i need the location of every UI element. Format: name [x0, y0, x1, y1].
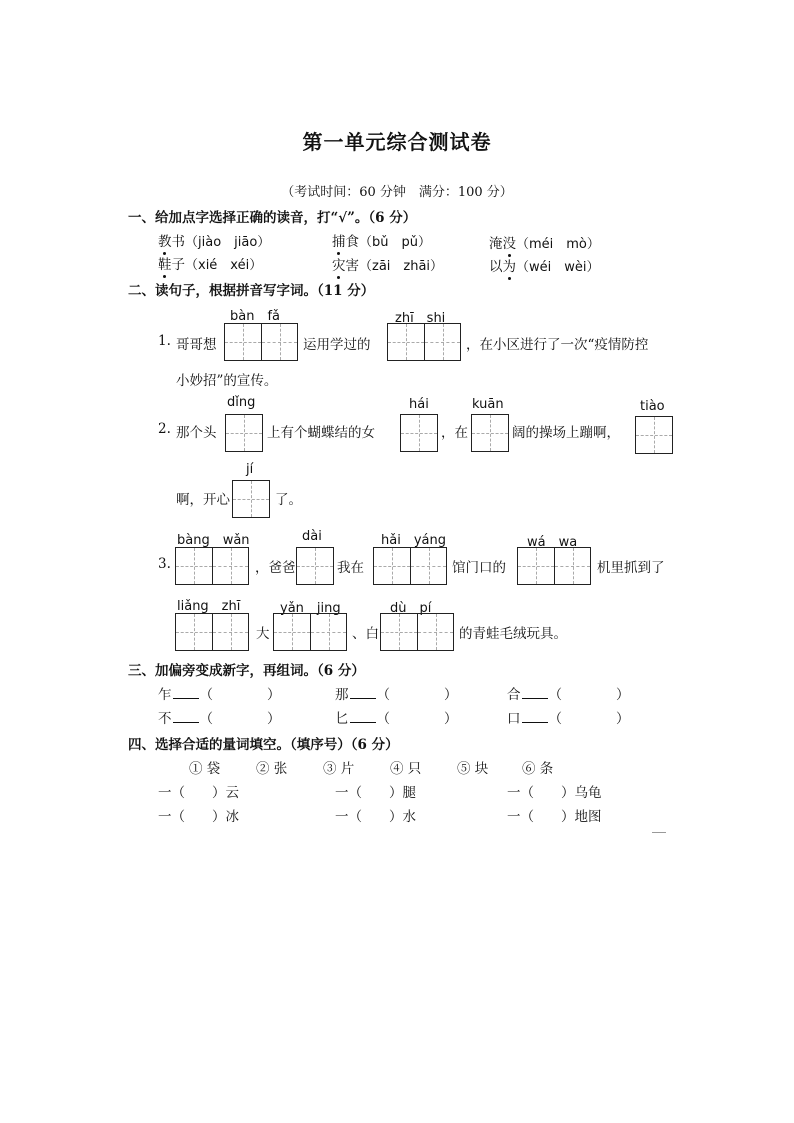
q3-text-5: 大 [256, 626, 270, 642]
q3-grid-7[interactable] [380, 613, 454, 651]
q1-pinyin-1: bàn fǎ [230, 309, 281, 324]
q3-pinyin-2: dài [302, 529, 322, 544]
blank-line[interactable] [522, 698, 548, 699]
q3-grid-1[interactable] [175, 547, 249, 585]
section1-heading: 一、给加点字选择正确的读音，打“√”。（6 分） [128, 210, 417, 226]
q2-pinyin-5: jí [246, 462, 254, 477]
q2-pinyin-4: tiào [640, 399, 665, 414]
s3-item-5: 匕 （ ） [335, 711, 458, 727]
s4-item-2: 一（ ）腿 [335, 785, 416, 801]
q2-grid-3[interactable] [471, 414, 509, 452]
s3-item-6: 口 （ ） [507, 711, 630, 727]
s1-item-2: 捕食（bǔ pǔ） [332, 230, 431, 250]
q3-pinyin-6: yǎn jing [280, 601, 341, 616]
q3-text-6: 、白 [352, 626, 379, 642]
q2-grid-2[interactable] [400, 414, 438, 452]
s1-item-3: 淹没（méi mò） [489, 232, 600, 252]
q1-grid-2[interactable] [387, 323, 461, 361]
s4-item-5: 一（ ）水 [335, 809, 416, 825]
s4-option-5: ⑤ 块 [457, 761, 489, 777]
q2-grid-5[interactable] [232, 480, 270, 518]
q2-text-1: 那个头 [176, 425, 217, 441]
s3-item-2: 那 （ ） [335, 687, 458, 703]
q3-pinyin-5: liǎng zhī [177, 599, 241, 614]
q3-grid-4[interactable] [517, 547, 591, 585]
s4-option-4: ④ 只 [390, 761, 422, 777]
q2-pinyin-3: kuān [472, 397, 504, 412]
q2-text-3: ，在 [441, 425, 468, 441]
q1-text-3: ，在小区进行了一次“疫情防控 [466, 337, 649, 353]
q3-number: 3. [158, 556, 171, 572]
q3-grid-6[interactable] [273, 613, 347, 651]
s4-item-1: 一（ ）云 [158, 785, 239, 801]
q3-pinyin-4: wá wa [527, 535, 578, 550]
q2-grid-1[interactable] [225, 414, 263, 452]
blank-line[interactable] [173, 722, 199, 723]
s4-item-3: 一（ ）乌龟 [507, 785, 602, 801]
q3-pinyin-7: dù pí [390, 601, 432, 616]
q2-text-6: 了。 [275, 492, 302, 508]
q1-grid-1[interactable] [224, 323, 298, 361]
q3-pinyin-3: hǎi yáng [381, 533, 446, 548]
q3-grid-3[interactable] [373, 547, 447, 585]
q2-pinyin-2: hái [409, 397, 429, 412]
s3-item-1: 乍 （ ） [158, 687, 281, 703]
q3-pinyin-1: bàng wǎn [177, 533, 250, 548]
q3-text-1: ，爸爸 [255, 560, 296, 576]
q2-number: 2. [158, 421, 171, 437]
s1-item-5: 灾害（zāi zhāi） [332, 254, 443, 274]
q1-text-2: 运用学过的 [303, 337, 371, 353]
s4-option-1: ① 袋 [189, 761, 221, 777]
blank-line[interactable] [350, 698, 376, 699]
blank-line[interactable] [173, 698, 199, 699]
s1-item-4: 鞋子（xié xéi） [158, 253, 262, 273]
q2-text-2: 上有个蝴蝶结的女 [267, 425, 375, 441]
s1-item-6: 以为（wéi wèi） [489, 255, 600, 275]
section2-heading: 二、读句子，根据拼音写字词。（11 分） [128, 283, 375, 299]
section4-heading: 四、选择合适的量词填空。（填序号）（6 分） [128, 737, 399, 753]
q2-text-5: 啊，开心 [176, 492, 230, 508]
s4-option-6: ⑥ 条 [522, 761, 554, 777]
s4-item-6: 一（ ）地图 [507, 809, 602, 825]
s1-item-1: 教书（jiào jiāo） [158, 230, 270, 250]
page-mark [652, 832, 666, 833]
q1-text-1: 哥哥想 [176, 337, 217, 353]
q2-pinyin-1: dǐng [227, 395, 256, 410]
page-title: 第一单元综合测试卷 [302, 130, 492, 154]
blank-line[interactable] [522, 722, 548, 723]
s4-option-2: ② 张 [256, 761, 288, 777]
q2-text-4: 阔的操场上蹦啊， [512, 425, 620, 441]
q1-number: 1. [158, 333, 171, 349]
blank-line[interactable] [350, 722, 376, 723]
q3-text-7: 的青蛙毛绒玩具。 [459, 626, 567, 642]
q3-text-2: 我在 [337, 560, 364, 576]
s4-option-3: ③ 片 [323, 761, 355, 777]
s3-item-4: 不 （ ） [158, 711, 281, 727]
q3-grid-5[interactable] [175, 613, 249, 651]
s3-item-3: 合 （ ） [507, 687, 630, 703]
q3-text-4: 机里抓到了 [597, 560, 665, 576]
q1-pinyin-2: zhī shi [395, 311, 446, 326]
exam-info: （考试时间：60 分钟 满分：100 分） [281, 185, 513, 200]
q3-text-3: 馆门口的 [452, 560, 506, 576]
q3-grid-2[interactable] [296, 547, 334, 585]
q2-grid-4[interactable] [635, 416, 673, 454]
q1-text-4: 小妙招”的宣传。 [176, 373, 278, 389]
s4-item-4: 一（ ）冰 [158, 809, 239, 825]
section3-heading: 三、加偏旁变成新字，再组词。（6 分） [128, 663, 365, 679]
